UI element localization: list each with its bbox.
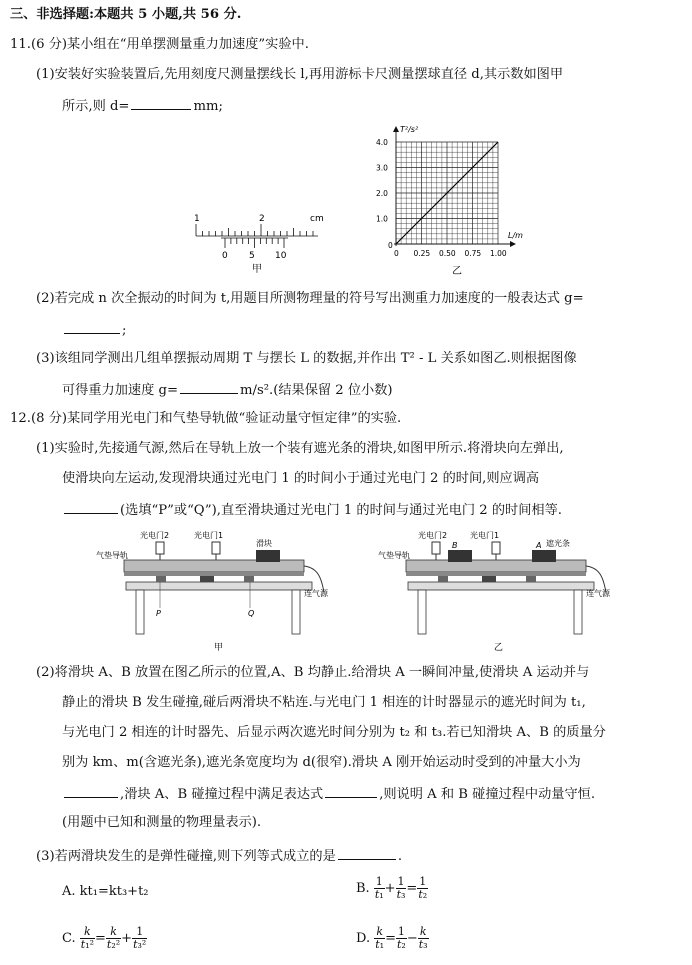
fig-a-rail: 气垫导轨 [96,551,128,560]
x-tick-label: 0.25 [413,249,431,258]
option-d[interactable]: D. $\frac{k}{\text{t₁}}$ = $\frac{1}{\text{t₂}}$ − $\frac{k}{\text{t₃}}$ [356,925,428,951]
x-tick-label: 0 [394,249,399,258]
fig-a-gate2: 光电门2 [140,531,170,540]
chart-caption: 乙 [452,266,462,277]
fig-b-caption: 乙 [494,643,504,652]
q11-part2-line2 [62,320,126,340]
answer-blank-g-value[interactable] [180,380,238,394]
caliper-caption: 甲 [252,264,262,275]
q11-part1-text-b: mm; [193,99,223,114]
q12-part3-text: (3)若两滑块发生的是弹性碰撞,则下列等式成立的是 [36,849,336,864]
fig-b-label-b: B [452,541,458,550]
q11-part3-text-a: 可得重力加速度 g= [62,383,178,398]
q11-part3-line1: (3)该组同学测出几组单摆振动周期 T 与摆长 L 的数据,并作出 T² - L 关系如图乙.则根据图像 [36,351,577,366]
q12-part2-line5 [62,784,595,804]
air-track-figure-a [96,528,336,652]
y-tick-label: 2.0 [376,189,388,198]
fig-b-gate2: 光电门2 [418,531,448,540]
q12-part2-line1: (2)将滑块 A、B 放置在图乙所示的位置,A、B 均静止.给滑块 A 一瞬间冲量,使滑块 A 运动并与 [36,665,590,680]
x-tick-label: 0.75 [464,249,482,258]
q12-part2-line3: 与光电门 2 相连的计时器先、后显示两次遮光时间分别为 t₂ 和 t₃.若已知滑块 A、B 的质量分 [62,725,606,740]
y-tick-label: 1.0 [376,214,388,224]
answer-blank-expression[interactable] [325,784,377,798]
caliper-vernier-10: 10 [275,251,287,261]
fig-a-gate1: 光电门1 [194,531,224,540]
origin-label: 0 [388,241,393,250]
caliper-label-1: 1 [194,214,200,224]
fig-b-label-a: A [536,541,542,550]
fig-a-slider: 滑块 [256,539,272,548]
caliper-unit: cm [310,214,324,224]
section-header: 三、非选择题:本题共 5 小题,共 56 分. [10,7,242,22]
q11-part3-text-b: m/s².(结果保留 2 位小数) [240,383,393,398]
fig-a-source: 连气源 [304,589,328,598]
option-c-label: C. [62,931,76,946]
chart-ylabel: T²/s² [400,125,419,134]
x-tick-label: 1.00 [490,249,507,258]
chart-xlabel: L/m [508,231,523,240]
q11-part1-line2 [62,96,223,116]
q12-part3-end: . [397,849,403,864]
answer-blank-impulse[interactable] [64,784,118,798]
q12-part1-line1: (1)实验时,先接通气源,然后在导轨上放一个装有遮光条的滑块,如图甲所示.将滑块向左弹出, [36,441,564,456]
q11-part2-end: ; [122,323,127,338]
q11-title: 11.(6 分)某小组在“用单摆测量重力加速度”实验中. [10,37,309,52]
fig-b-source: 连气源 [586,589,610,598]
caliper-vernier-5: 5 [249,251,255,261]
q12-part3-line1 [36,846,402,866]
answer-blank-p-or-q[interactable] [64,500,118,514]
fig-b-gate1: 光电门1 [470,531,500,540]
option-a[interactable]: A. kt₁=kt₃+t₂ [62,884,149,899]
caliper-vernier-0: 0 [222,251,228,261]
x-tick-label: 0.50 [439,249,456,258]
fig-a-q: Q [248,609,255,618]
vernier-caliper-figure [180,210,330,280]
x-axis-arrow [510,241,516,247]
q12-part1-text: (选填“P”或“Q”),直至滑块通过光电门 1 的时间与通过光电门 2 的时间相等. [120,503,562,518]
q11-part1-text-a: 所示,则 d= [62,99,130,114]
answer-blank-g-expr[interactable] [64,320,120,334]
y-tick-label: 4.0 [376,138,388,147]
q12-part2-line6: (用题中已知和测量的物理量表示). [62,815,262,830]
option-b[interactable]: B. $\frac{1}{\text{t₁}}$ + $\frac{1}{\text{t₃}}$ = $\frac{1}{\text{t₂}}$ [356,875,428,901]
q11-part2-line1: (2)若完成 n 次全振动的时间为 t,用题目所测物理量的符号写出测重力加速度的一般表达式 g= [36,291,584,306]
q11-part3-line2 [62,380,393,400]
option-d-label: D. [356,931,371,946]
caliper-label-2: 2 [259,214,265,224]
fig-b-rail: 气垫导轨 [378,551,410,560]
fig-a-p: P [156,609,161,618]
fig-a-caption: 甲 [214,643,224,652]
q12-title: 12.(8 分)某同学用光电门和气垫导轨做“验证动量守恒定律”的实验. [10,411,402,426]
q12-part2-text-b: ,则说明 A 和 B 碰撞过程中动量守恒. [379,787,596,802]
answer-blank-choice[interactable] [338,846,396,860]
q12-part1-line3 [62,500,562,520]
option-b-label: B. [356,881,370,896]
q12-part1-line2: 使滑块向左运动,发现滑块通过光电门 1 的时间小于通过光电门 2 的时间,则应调高 [62,471,540,486]
t2-l-chart [360,118,530,280]
fig-b-shade: 遮光条 [546,539,570,548]
q11-part1-line1: (1)安装好实验装置后,先用刻度尺测量摆线长 l,再用游标卡尺测量摆球直径 d,其示数如图甲 [36,67,564,82]
option-c[interactable]: C. $\frac{k}{\text{t₁²}}$ = $\frac{k}{\text{t₂²}}$ + $\frac{1}{\text{t₃²}}$ [62,925,147,951]
q12-part2-text-a: ,滑块 A、B 碰撞过程中满足表达式 [120,787,324,802]
y-axis-arrow [393,126,399,132]
q12-part2-line2: 静止的滑块 B 发生碰撞,碰后两滑块不粘连.与光电门 1 相连的计时器显示的遮光时间为 t₁, [62,695,586,710]
air-track-figure-b [378,528,618,652]
answer-blank-d[interactable] [131,96,191,110]
y-tick-label: 3.0 [376,163,388,173]
q12-part2-line4: 别为 km、m(含遮光条),遮光条宽度均为 d(很窄).滑块 A 刚开始运动时受到的冲量大小为 [62,755,581,770]
